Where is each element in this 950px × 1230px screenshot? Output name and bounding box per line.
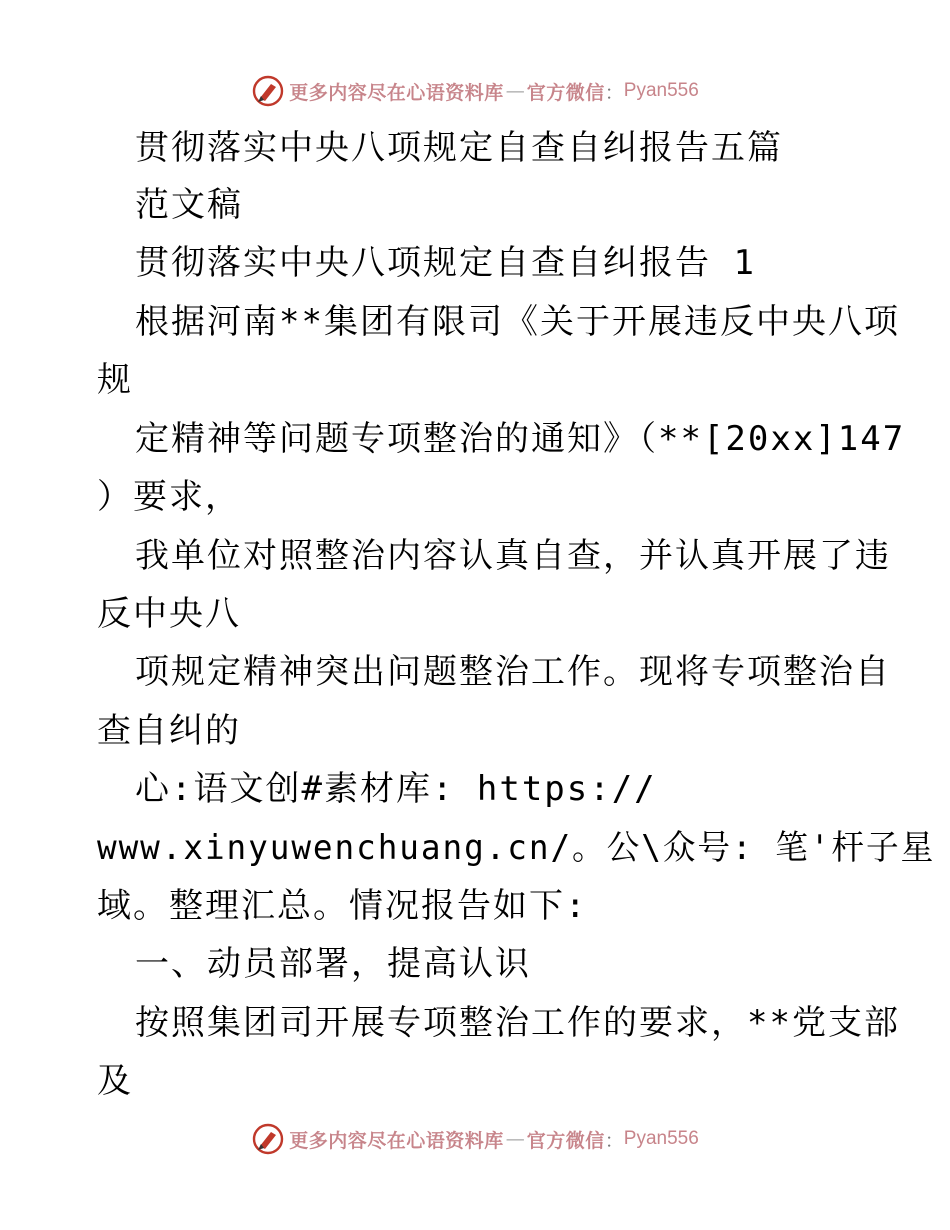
pen-logo-icon [251,1122,285,1156]
watermark-label: 官方微信 [526,1129,605,1152]
body-line: ）要求， [97,477,241,517]
body-line: 心:语文创#素材库: https:// [135,769,657,809]
watermark-separator: ： [604,81,624,104]
document-subtitle: 范文稿 [135,185,243,225]
watermark-label: 官方微信 [526,81,605,104]
body-line: 项规定精神突出问题整治工作。现将专项整治自 [135,652,891,692]
footer-watermark [0,1119,950,1159]
body-line: 查自纠的 [97,711,241,751]
body-line: 规 [97,360,133,400]
watermark-dash: — [505,80,525,102]
pen-logo-icon [251,74,285,108]
watermark-text: 更多内容尽在心语资料库 [289,81,504,104]
body-line: 域。整理汇总。情况报告如下: [97,886,588,926]
subsection-heading: 一、动员部署，提高认识 [135,944,531,984]
watermark-dash: — [505,1128,525,1150]
body-line: 及 [97,1061,133,1101]
header-watermark [0,71,950,111]
watermark-wechat-id: Pyan556 [623,1128,699,1149]
section-heading: 贯彻落实中央八项规定自查自纠报告 1 [135,243,756,283]
document-title: 贯彻落实中央八项规定自查自纠报告五篇 [135,128,783,168]
body-line: 我单位对照整治内容认真自查，并认真开展了违 [135,536,891,576]
watermark-separator: ： [604,1129,624,1152]
body-line: 定精神等问题专项整治的通知》（**[20xx]147 [135,419,906,459]
body-line: 按照集团司开展专项整治工作的要求，**党支部 [135,1003,900,1043]
watermark-wechat-id: Pyan556 [623,80,699,101]
body-line: 反中央八 [97,594,241,634]
body-line: 根据河南**集团有限司《关于开展违反中央八项 [135,302,900,342]
watermark-text: 更多内容尽在心语资料库 [289,1129,504,1152]
body-line: www.xinyuwenchuang.cn/。公\众号: 笔'杆子星 [97,828,936,868]
